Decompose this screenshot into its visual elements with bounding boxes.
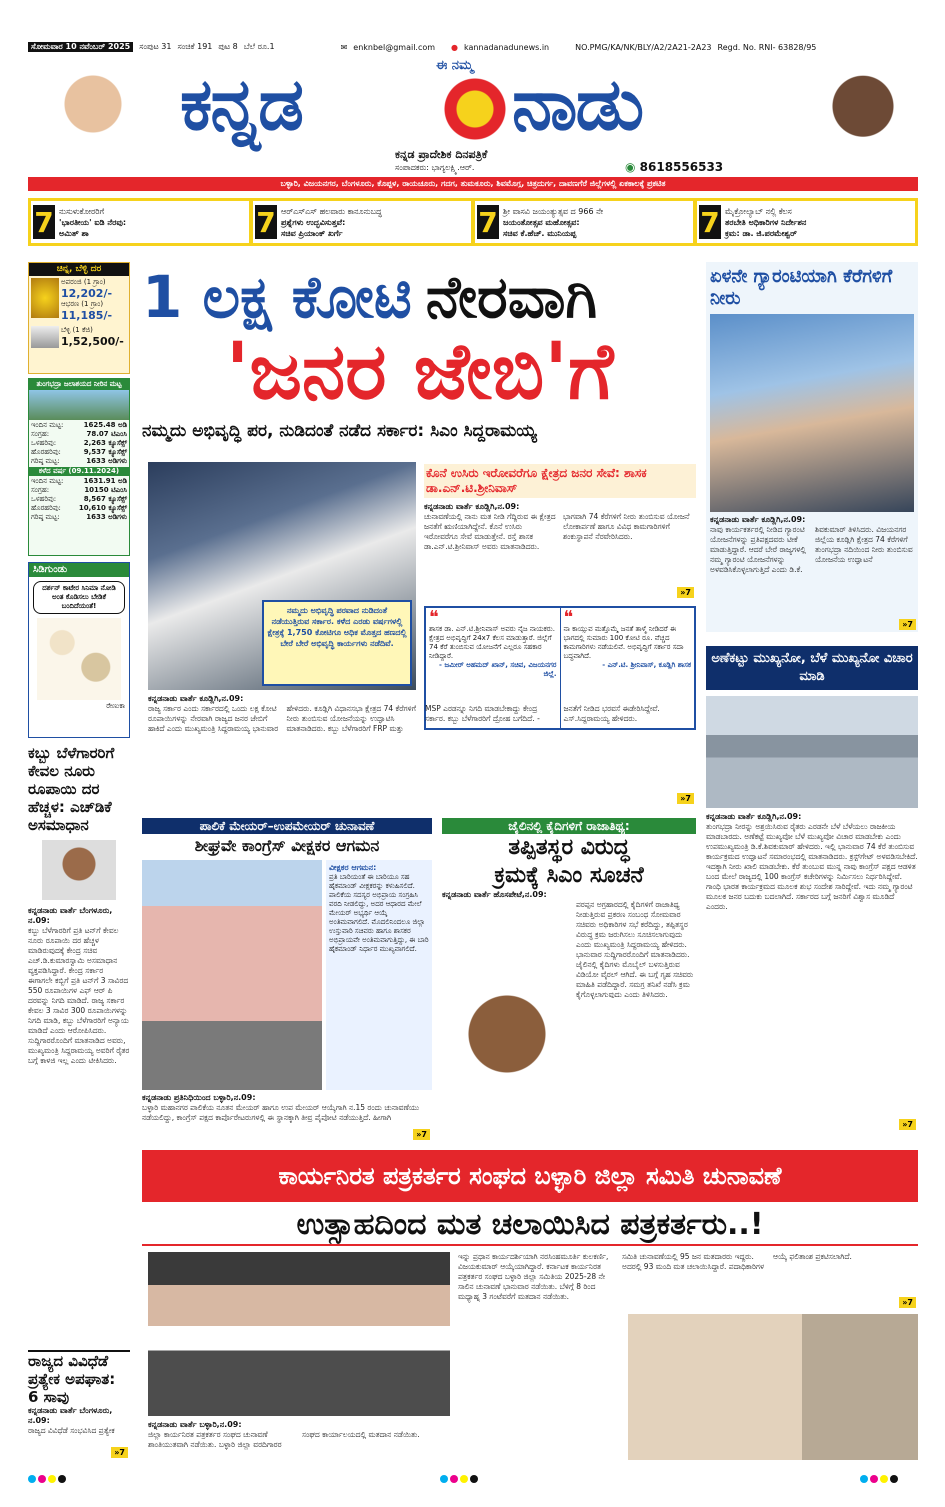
teaser-line: ಆರ್‌ಎಸ್‌ಎಸ್ ಹಲವಾರು ಕಾನೂನುಬದ್ಧ	[281, 206, 382, 216]
teaser-line: ಮೈಕ್ರೋಲ್ಯಾಬ್ ನಲ್ಲಿ ಕೆಲಸ	[725, 206, 792, 216]
teaser-item[interactable]	[253, 201, 471, 243]
phone[interactable]	[625, 160, 745, 174]
mayor-side-title: ವೀಕ್ಷಕರ ಆಗಮನ:	[329, 863, 377, 872]
left-story-body: ಕಬ್ಬು ಬೆಳೆಗಾರರಿಗೆ ಪ್ರತಿ ಟನ್‌ಗೆ ಕೇವಲ ನೂರು ರೂಪಾಯಿ ದರ ಹೆಚ್ಚಳ ಮಾಡಿರುವುದಕ್ಕೆ ಕೇಂದ್ರ ಸಚಿವ ಎಚ್.ಡಿ.ಕುಮಾರಸ್ವಾಮಿ ಅಸಮಾಧಾನ ವ್ಯಕ್ತಪಡಿಸಿದ್ದಾರೆ. ಕೇಂದ್ರ ಸರ್ಕಾರ ಈಗಾಗಲೇ ಕಬ್ಬಿಗೆ ಪ್ರತಿ ಟನ್‌ಗೆ 3 ಸಾವಿರದ 550 ರೂಪಾಯಿಗಳ ಎಫ್ ಆರ್ ಪಿ ದರವನ್ನು ನಿಗದಿ ಮಾಡಿದೆ. ರಾಜ್ಯ ಸರ್ಕಾರ ಕೇವಲ 3 ಸಾವಿರ 300 ರೂಪಾಯಿಗಳನ್ನು ನಿಗದಿ ಮಾಡಿ, ಕಬ್ಬು ಬೆಳೆಗಾರರಿಗೆ ಅನ್ಯಾಯ ಮಾಡಿದೆ ಎಂದು ಆರೋಪಿಸಿದರು. ಸುದ್ದಿಗಾರರೊಂದಿಗೆ ಮಾತನಾಡಿದ ಅವರು, ಮುಖ್ಯಮಂತ್ರಿ ಸಿದ್ದರಾಮಯ್ಯ ಅವರಿಗೆ ರೈತರ ಬಗ್ಗೆ ಕಾಳಜಿ ಇಲ್ಲ ಎಂದು ಟೀಕಿಸಿದರು.	[28, 926, 130, 1065]
lead-story	[148, 694, 696, 806]
dam-row-value: 1633 ಅಡಿಗಳು	[86, 457, 127, 465]
lead-headline	[142, 262, 697, 452]
quote-author: - ಜಮೀರ್ ಅಹಮದ್ ಖಾನ್, ಸಚಿವ, ವಿಜಯನಗರ ಜಿಲ್ಲೆ.	[439, 661, 557, 678]
election-title[interactable]: ಉತ್ಸಾಹದಿಂದ ಮತ ಚಲಾಯಿಸಿದ ಪತ್ರಕರ್ತರು..!	[142, 1204, 918, 1246]
teaser-line: 'ಭಾರತೀಯ' ಐಡಿ ನೆರವು:	[59, 217, 127, 227]
accident-story	[28, 1350, 130, 1460]
continued-icon[interactable]: »7	[899, 1119, 916, 1130]
cartoon-signature: ರೇಣುಕಾ	[106, 702, 125, 710]
mayor-kicker: ಪಾಲಿಕೆ ಮೇಯರ್–ಉಪಮೇಯರ್ ಚುನಾವಣೆ	[142, 818, 432, 834]
gold24-label: ಅಪರಂಜಿ (1 ಗ್ರಾಂ)	[61, 278, 106, 286]
issue: ಸಂಚಿಕೆ 191	[177, 42, 213, 51]
reg-number-2: Regd. No. RNI- 63828/95	[717, 42, 817, 52]
phone-number: 8618556533	[639, 160, 724, 174]
gold-title: ಚಿನ್ನ, ಬೆಳ್ಳಿ ದರ	[29, 263, 129, 276]
website[interactable]: kannadanadunews.in	[464, 42, 550, 52]
dam-story-byline: ಕನ್ನಡನಾಡು ವಾರ್ತೆ ಕೂಡ್ಲಿಗಿ,ನ.09:	[706, 812, 802, 821]
teaser-line: ಸಚಿವ ಪ್ರಿಯಾಂಕ್ ಖರ್ಗೆ	[281, 228, 343, 238]
story-mla-byline: ಕನ್ನಡನಾಡು ವಾರ್ತೆ ಕೂಡ್ಲಿಗಿ,ನ.09:	[424, 502, 520, 511]
guarantee-title[interactable]: ಏಳನೇ ಗ್ಯಾರಂಟಿಯಾಗಿ ಕೆರೆಗಳಿಗೆ ನೀರು	[710, 266, 893, 309]
teaser-line: ಅಮಿತ್ ಶಾ	[59, 228, 89, 238]
dam-row-value: 1631.91 ಅಡಿ	[83, 477, 127, 485]
story-mla-title[interactable]: ಕೊನೆ ಉಸಿರು ಇರೋವರೆಗೂ ಕ್ಷೇತ್ರದ ಜನರ ಸೇವೆ: ಶಾಸಕ ಡಾ.ಎನ್.ಟಿ.ಶ್ರೀನಿವಾಸ್	[424, 464, 696, 498]
lead-story-byline: ಕನ್ನಡನಾಡು ವಾರ್ತೆ ಕೂಡ್ಲಿಗಿ,ನ.09:	[148, 694, 244, 703]
dam-row-value: 1633 ಅಡಿಗಳು	[86, 513, 127, 521]
price: ಬೆಲೆ ರೂ.1	[243, 42, 275, 51]
headline-part-1: 1 ಲಕ್ಷ ಕೋಟಿ	[142, 263, 412, 331]
dam-row	[31, 486, 127, 495]
dam-row-label: ಸಂಗ್ರಹ:	[31, 430, 50, 438]
teaser-line: ಸಚಿವ ಕೆ.ಹೆಚ್. ಮುನಿಯಪ್ಪ	[503, 228, 577, 238]
dam-row-label: ಹೊರಹರಿವು:	[31, 448, 61, 456]
teaser-line: ತರಬೇತಿ ಅಧಿಕಾರಿಗಳ ನಿರ್ದೇಶನ	[725, 217, 807, 227]
dam-row-label: ಇಂದಿನ ಮಟ್ಟ:	[31, 421, 64, 429]
teaser-line: ಜಯಂತೋತ್ಸವ ಮಹೋತ್ಸವ:	[503, 217, 580, 227]
dam-title: ತುಂಗಭದ್ರಾ ಜಲಾಶಯದ ನೀರಿನ ಮಟ್ಟ	[29, 379, 129, 390]
color-registration-right	[860, 1468, 920, 1478]
dam-row	[31, 504, 127, 513]
pages: ಪುಟ 8	[218, 42, 238, 51]
dam-row	[31, 421, 127, 430]
email-icon: ✉	[340, 42, 348, 52]
continued-icon[interactable]: »7	[111, 1447, 128, 1458]
dam-story-title[interactable]: ಅಣೆಕಟ್ಟು ಮುಖ್ಯನೋ, ಬೆಳೆ ಮುಖ್ಯನೋ ವಿಚಾರ ಮಾಡಿ	[706, 646, 918, 690]
story-jail	[442, 818, 696, 1142]
headline-line-2: 'ಜನರ ಜೇಬಿ'ಗೆ	[225, 327, 614, 417]
dam-last-year: ಕಳೆದ ವರ್ಷ (09.11.2024)	[29, 467, 129, 476]
dam-row	[31, 439, 127, 448]
teaser-number: 7	[478, 205, 498, 239]
teaser-number: 7	[700, 205, 720, 239]
election-lead	[148, 1420, 450, 1460]
portrait-left	[28, 60, 158, 170]
mayor-byline: ಕನ್ನಡನಾಡು ಪ್ರತಿನಿಧಿಯಿಂದ ಬಳ್ಳಾರಿ,ನ.09:	[142, 1093, 256, 1102]
dam-row-value: 78.07 ಟಿಎಂಸಿ	[86, 430, 127, 438]
dam-row-label: ಹೊರಹರಿವು:	[31, 504, 61, 512]
silver-value: 1,52,500/-	[61, 335, 124, 348]
dam-row-label: ಒಳಹರಿವು:	[31, 495, 57, 503]
teaser-item[interactable]	[697, 201, 915, 243]
election-body-2: ಇನ್ನು ಪ್ರಧಾನ ಕಾರ್ಯದರ್ಶಿಯಾಗಿ ನರಸಿಂಹಮೂರ್ತಿ ಕುಲಕರ್ಣಿ, ವಿಜಯಕುಮಾರ್ ಆಯ್ಕೆಯಾಗಿದ್ದಾರೆ. ಕರ್ನಾಟಕ ಕಾರ್ಯನಿರತ ಪತ್ರಕರ್ತರ ಸಂಘದ ಬಳ್ಳಾರಿ ಜಿಲ್ಲಾ ಸಮಿತಿಯ 2025-28 ನೇ ಸಾಲಿನ ಚುನಾವಣೆ ಭಾನುವಾರ ನಡೆಯಿತು. ಬೆಳಿಗ್ಗೆ 8 ರಿಂದ ಮಧ್ಯಾಹ್ನ 3 ಗಂಟೆವರೆಗೆ ಮತದಾನ ನಡೆಯಿತು.	[458, 1252, 609, 1301]
mayor-side-body: ಪ್ರತಿ ಬಾರಿಯಂತೆ ಈ ಬಾರಿಯೂ ಸಹ ಹೈಕಮಾಂಡ್ ವೀಕ್ಷಕರನ್ನು ಕಳುಹಿಸಲಿದೆ. ಪಾಲಿಕೆಯ ಸದಸ್ಯರ ಅಭಿಪ್ರಾಯ ಸಂಗ್ರಹಿಸಿ ವರದಿ ನೀಡಲಿದ್ದು, ಅದರ ಆಧಾರದ ಮೇಲೆ ಮೇಯರ್ ಅಭ್ಯರ್ಥಿ ಆಯ್ಕೆ ಅಂತಿಮವಾಗಲಿದೆ. ಮೊದಲಿನಿಂದಲೂ ಜಿಲ್ಲಾ ಉಸ್ತುವಾರಿ ಸಚಿವರು ಹಾಗೂ ಶಾಸಕರ ಅಭಿಪ್ರಾಯವೇ ಅಂತಿಮವಾಗುತ್ತಿದ್ದು, ಈ ಬಾರಿ ಹೈಕಮಾಂಡ್ ನಿರ್ಧಾರ ಮುಖ್ಯವಾಗಲಿದೆ.	[329, 873, 429, 953]
jail-title-1[interactable]: ತಪ್ಪಿತಸ್ಥರ ವಿರುದ್ಧ	[508, 835, 630, 860]
election-photo-2	[628, 1314, 918, 1460]
quote-text: ಶಾಸಕ ಡಾ. ಎನ್.ಟಿ.ಶ್ರೀನಿವಾಸ್ ಅವರು ನೈಜ ನಾಯಕರು. ಕ್ಷೇತ್ರದ ಅಭಿವೃದ್ಧಿಗೆ 24x7 ಕೆಲಸ ಮಾಡುತ್ತಾರೆ. ಜಿಲ್ಲೆಗೆ 74 ಕೆರೆ ತುಂಬಿಸುವ ಯೋಜನೆಗೆ ಎಲ್ಲರೂ ಸಹಕಾರ ನೀಡಿದ್ದಾರೆ.	[429, 625, 555, 660]
dam-row	[31, 495, 127, 504]
continued-icon[interactable]: »7	[677, 793, 694, 804]
teaser-line: ನುಸುಳುಕೋರರಿಗೆ	[59, 206, 105, 216]
story-guarantee	[706, 262, 918, 632]
jail-title-2[interactable]: ಕ್ರಮಕ್ಕೆ ಸಿಎಂ ಸೂಚನೆ	[494, 863, 644, 888]
guarantee-photo	[710, 314, 914, 512]
quote-text: ನಾ ಕಾಯ್ಸುವ ಮತ್ತೊಮ್ಮೆ ಜನತೆ ತಾಳ್ಮೆ ನೀಡಿದರೆ ಈ ಭಾಗದಲ್ಲಿ ಸುಮಾರು 100 ಕೋಟಿ ರೂ. ವೆಚ್ಚದ ಕಾಮಗಾರಿಗಳು ನಡೆಯಲಿವೆ. ಅಭಿವೃದ್ಧಿಗೆ ಸರ್ಕಾರ ಸದಾ ಬದ್ಧವಾಗಿದೆ.	[563, 625, 684, 660]
teaser-line: ಶ್ರೀ ವಾಸವಿ ಜಯಂತ್ಯುತ್ಸವ ದ 966 ನೇ	[503, 206, 604, 216]
editor: ಸಂಪಾದಕರು: ಭಾಗ್ಯಲಕ್ಷ್ಮಿ.ಆರ್.	[395, 163, 475, 172]
masthead-emblem	[444, 78, 506, 140]
election-photo-1	[148, 1252, 450, 1416]
reg-number-1: NO.PMG/KA/NK/BLY/A2/2A21-2A23	[575, 42, 712, 52]
story-dam	[706, 646, 918, 1132]
cartoon-bubble: ದರ್ಶನ್ ಕಾಟೇರ ಸಿನಿಮಾ ನೋಡಿ ಅಂತ ಕೊಡಿಸಲು ಬೇಡಿಕೆ ಬಂದಿದೆಯಂತೆ!	[33, 581, 125, 614]
dam-story-body: ತುಂಗಭದ್ರಾ ನೀರನ್ನು ಅಶ್ರಯಿಸಿರುವ ರೈತರು ಎರಡನೇ ಬೆಳೆ ಬೆಳೆಯಲು ರಾಜಕೀಯ ಮಾಡಬಾರದು. ಅಣೆಕಟ್ಟೆ ಮುಖ್ಯವೋ ಬೆಳೆ ಮುಖ್ಯವೋ ವಿಚಾರ ಮಾಡಬೇಕು ಎಂದು ಉಪಮುಖ್ಯಮಂತ್ರಿ ಡಿ.ಕೆ.ಶಿವಕುಮಾರ್ ಹೇಳಿದರು. ಇಲ್ಲಿ ಭಾನುವಾರ 74 ಕೆರೆ ತುಂಬಿಸುವ ಕಾರ್ಯಕ್ರಮದ ಉದ್ಘಾಟನೆ ಸಮಾರಂಭದಲ್ಲಿ ಮಾತನಾಡಿದರು. ಕ್ರಸ್ಟ್‌ಗೇಟ್ ಅಳವಡಿಸಬೇಕಿದೆ. ಇದಕ್ಕಾಗಿ ನೀರು ಖಾಲಿ ಮಾಡಬೇಕು. ಕೆರೆ ತುಂಬುವ ಮುನ್ನ ನಾವು ಕಾಂಗ್ರೆಸ್ ಪಕ್ಷದ ಆಡಳಿತ ಬಂದ ಮೇಲೆ ರಾಜ್ಯದಲ್ಲಿ 100 ಕಾಂಗ್ರೆಸ್ ಕಚೇರಿಗಳನ್ನು ನಿರ್ಮಿಸಲು ನಿರ್ಧರಿಸಿದ್ದೇವೆ. ಗಾಂಧಿ ಭಾರತ ಕಾರ್ಯಕ್ರಮದ ಮೂಲಕ ಶುಭ ಸಂದೇಶ ಸಾರಿದ್ದೇವೆ. ಇದು ನಮ್ಮ ಗ್ಯಾರಂಟಿ ಮೂಲಕ ಜನರ ಬದುಕು ಬದಲಾಗಿದೆ. ಸರ್ಕಾರದ ಬಗ್ಗೆ ಜನರಿಗೆ ವಿಶ್ವಾಸ ಮೂಡಿದೆ ಎಂದರು.	[706, 822, 918, 911]
teaser-line: ಪ್ರಶ್ನೆಗಳು ಉದ್ಭವಿಸುತ್ತವೆ:	[281, 217, 346, 227]
election-byline: ಕನ್ನಡನಾಡು ವಾರ್ತೆ ಬಳ್ಳಾರಿ,ನ.09:	[148, 1420, 242, 1429]
quote-icon: ❝	[563, 607, 574, 628]
teaser-number: 7	[256, 205, 276, 239]
gold-rate-box	[28, 262, 130, 374]
guarantee-body: ನಾವು ಕಾರ್ಯಕರ್ತರಲ್ಲಿ ನೀಡಿದ ಗ್ಯಾರಂಟಿ ಯೋಜನೆಗಳನ್ನು ಪ್ರತಿಪಕ್ಷದವರು ಟೀಕೆ ಮಾಡುತ್ತಿದ್ದಾರೆ. ಆದರೆ ಬೇರೆ ರಾಜ್ಯಗಳಲ್ಲಿ ನಮ್ಮ ಗ್ಯಾರಂಟಿ ಯೋಜನೆಗಳನ್ನು ಅಳವಡಿಸಿಕೊಳ್ಳಲಾಗುತ್ತಿದೆ ಎಂದು ಡಿ.ಕೆ. ಶಿವಕುಮಾರ್ ತಿಳಿಸಿದರು. ವಿಜಯನಗರ ಜಿಲ್ಲೆಯ ಕೂಡ್ಲಿಗಿ ಕ್ಷೇತ್ರದ 74 ಕೆರೆಗಳಿಗೆ ತುಂಗಭದ್ರಾ ನದಿಯಿಂದ ನೀರು ತುಂಬಿಸುವ ಯೋಜನೆಯ ಉದ್ಘಾಟನೆ	[710, 525, 913, 574]
dam-row-label: ಗರಿಷ್ಠ ಮಟ್ಟ:	[31, 513, 60, 521]
accident-body: ರಾಜ್ಯದ ವಿವಿಧೆಡೆ ಸಂಭವಿಸಿದ ಪ್ರತ್ಯೇಕ	[28, 1426, 115, 1435]
dam-row	[31, 448, 127, 457]
cartoon-title: ಸಿಡಿಗುಂಡು	[29, 563, 129, 577]
lead-subheadline: ನಮ್ಮದು ಅಭಿವೃದ್ಧಿ ಪರ, ನುಡಿದಂತೆ ನಡೆದ ಸರ್ಕಾರ: ಸಿಎಂ ಸಿದ್ದರಾಮಯ್ಯ	[142, 421, 537, 441]
masthead-name-right: ನಾಡು	[512, 62, 643, 146]
dam-row	[31, 430, 127, 439]
teaser-line: ಕ್ರಮ: ಡಾ. ಜಿ.ಪರಮೇಶ್ವರ್	[725, 228, 797, 238]
continued-icon[interactable]: »7	[899, 619, 916, 630]
guarantee-byline: ಕನ್ನಡನಾಡು ವಾರ್ತೆ ಕೂಡ್ಲಿಗಿ,ನ.09:	[710, 515, 806, 524]
dam-row-value: 1625.48 ಅಡಿ	[83, 421, 127, 429]
cartoon-box	[28, 562, 130, 738]
teaser-strip	[28, 198, 918, 246]
headline-part-2: ನೇರವಾಗಿ	[425, 263, 598, 331]
portrait-right	[807, 60, 919, 170]
story-mayor	[142, 818, 432, 1142]
left-story	[28, 744, 130, 1344]
cartoon-drawing	[37, 618, 121, 700]
jail-byline: ಕನ್ನಡನಾಡು ವಾರ್ತೆ ಹೊಸಪೇಟೆ,ನ.09:	[442, 890, 547, 899]
accident-byline: ಕನ್ನಡನಾಡು ವಾರ್ತೆ ಬೆಂಗಳೂರು, ನ.09:	[28, 1406, 113, 1425]
election-body-3: ಸಮಿತಿ ಚುನಾವಣೆಯಲ್ಲಿ 95 ಜನ ಮತದಾರರು ಇದ್ದರು. ಅದರಲ್ಲಿ 93 ಮಂದಿ ಮತ ಚಲಾಯಿಸಿದ್ದಾರೆ. ಪದಾಧಿಕಾರಿಗಳ ಆಯ್ಕೆ ಫಲಿತಾಂಶ ಪ್ರಕಟಿಸಲಾಗಿದೆ.	[622, 1252, 852, 1271]
accident-title[interactable]: ರಾಜ್ಯದ ವಿವಿಧೆಡೆ ಪ್ರತ್ಯೇಕ ಅಪಘಾತ: 6 ಸಾವು	[28, 1352, 116, 1406]
election-body-1: ಜಿಲ್ಲಾ ಕಾರ್ಯನಿರತ ಪತ್ರಕರ್ತರ ಸಂಘದ ಚುನಾವಣೆ ಶಾಂತಿಯುತವಾಗಿ ನಡೆಯಿತು. ಬಳ್ಳಾರಿ ಜಿಲ್ಲಾ ವರದಿಗಾರರ ಸಂಘದ ಕಾರ್ಯಾಲಯದಲ್ಲಿ ಮತದಾನ ನಡೆಯಿತು.	[148, 1430, 420, 1449]
whatsapp-icon: ◉	[625, 160, 640, 174]
dam-row-label: ಇಂದಿನ ಮಟ್ಟ:	[31, 477, 64, 485]
continued-icon[interactable]: »7	[677, 587, 694, 598]
mayor-title[interactable]: ಶೀಘ್ರವೇ ಕಾಂಗ್ರೆಸ್ ವೀಕ್ಷಕರ ಆಗಮನ	[194, 836, 380, 855]
left-story-title[interactable]: ಕಬ್ಬು ಬೆಳೆಗಾರರಿಗೆ ಕೇವಲ ನೂರು ರೂಪಾಯಿ ದರ ಹೆಚ್ಚಳ: ಎಚ್‌ಡಿಕೆ ಅಸಮಾಧಾನ	[28, 744, 115, 834]
issue-date: ಸೋಮವಾರ 10 ನವೆಂಬರ್ 2025	[28, 42, 133, 52]
dam-row-label: ಸಂಗ್ರಹ:	[31, 486, 50, 494]
jail-photo	[442, 970, 572, 1130]
left-story-photo	[42, 840, 116, 900]
mayor-body: ಬಳ್ಳಾರಿ ಮಹಾನಗರ ಪಾಲಿಕೆಯ ನೂತನ ಮೇಯರ್ ಹಾಗೂ ಉಪ ಮೇಯರ್ ಆಯ್ಕೆಗಾಗಿ ನ.15 ರಂದು ಚುನಾವಣೆಯು ನಡೆಯಲಿದ್ದು, ಕಾಂಗ್ರೆಸ್ ಪಕ್ಷದ ಕಾರ್ಪೊರೇಟರುಗಳಲ್ಲಿ ಈ ಸ್ಥಾನಕ್ಕಾಗಿ ತೀವ್ರ ಪೈಪೋಟಿ ನಡೆಯುತ್ತಿದೆ. ಹೀಗಾಗಿ	[142, 1103, 420, 1122]
masthead-small: ಈ ನಮ್ಮ	[436, 58, 474, 73]
dam-row	[31, 513, 127, 522]
quote-author: - ಎನ್.ಟಿ. ಶ್ರೀನಿವಾಸ್, ಕೂಡ್ಲಿಗಿ ಶಾಸಕ	[602, 661, 691, 669]
dam-row-label: ಒಳಹರಿವು:	[31, 439, 57, 447]
silver-icon	[31, 326, 59, 348]
gold22-label: ಆಭರಣ (1 ಗ್ರಾಂ)	[61, 300, 104, 308]
continued-icon[interactable]: »7	[413, 1129, 430, 1140]
quote-icon: ❝	[429, 607, 439, 628]
election-kicker: ಕಾರ್ಯನಿರತ ಪತ್ರಕರ್ತರ ಸಂಘದ ಬಳ್ಳಾರಿ ಜಿಲ್ಲಾ ಸಮಿತಿ ಚುನಾವಣೆ	[142, 1150, 918, 1202]
top-bar	[28, 41, 918, 53]
left-story-byline: ಕನ್ನಡನಾಡು ವಾರ್ತೆ ಬೆಂಗಳೂರು, ನ.09:	[28, 906, 113, 925]
story-mla-body: ಚುನಾವಣೆಯಲ್ಲಿ ನಾನು ಮತ ನೀಡಿ ಗೆದ್ದಿರುವ ಈ ಕ್ಷೇತ್ರದ ಜನತೆಗೆ ಋಣಿಯಾಗಿದ್ದೇನೆ. ಕೊನೆ ಉಸಿರು ಇರೋವರೆಗೂ ಸೇವೆ ಮಾಡುತ್ತೇನೆ. ರಸ್ತೆ ಶಾಸಕ ಡಾ.ಎನ್.ಟಿ.ಶ್ರೀನಿವಾಸ್ ಅವರು ಮಾತನಾಡಿದರು. ಭಾಗವಾಗಿ 74 ಕೆರೆಗಳಿಗೆ ನೀರು ತುಂಬಿಸುವ ಯೋಜನೆ ಲೋಕಾರ್ಪಣೆ ಹಾಗೂ ವಿವಿಧ ಕಾಮಗಾರಿಗಳಿಗೆ ಶಂಕುಸ್ಥಾಪನೆ ನೆರವೇರಿಸಿದರು.	[424, 512, 690, 551]
teaser-item[interactable]	[31, 201, 249, 243]
continued-icon[interactable]: »7	[899, 1297, 916, 1308]
color-registration-center	[440, 1468, 500, 1478]
teaser-number: 7	[34, 205, 54, 239]
gold22-value: 11,185/-	[61, 309, 113, 322]
email[interactable]: enknbel@gmail.com	[353, 42, 436, 52]
dam-level-box	[28, 378, 130, 556]
dam-row-value: 8,567 ಕ್ಯೂಸೆಕ್ಸ್	[83, 495, 127, 503]
silver-label: ಬೆಳ್ಳಿ (1 ಕೆಜಿ)	[61, 326, 93, 334]
election-side	[622, 1252, 918, 1310]
jail-body: ಪರಪ್ಪನ ಅಗ್ರಹಾರದಲ್ಲಿ ಕೈದಿಗಳಿಗೆ ರಾಜಾತಿಥ್ಯ ನೀಡುತ್ತಿರುವ ಪ್ರಕರಣ ಸಂಬಂಧ ಸೋಮವಾರ ಸಚಿವರು ಅಧಿಕಾರಿಗಳ ಸಭೆ ಕರೆದಿದ್ದು, ತಪ್ಪಿತಸ್ಥರ ವಿರುದ್ಧ ಕ್ರಮ ಜರುಗಿಸಲು ಸೂಚಿಸಲಾಗುವುದು ಎಂದು ಮುಖ್ಯಮಂತ್ರಿ ಸಿದ್ದರಾಮಯ್ಯ ಹೇಳಿದರು. ಭಾನುವಾರ ಸುದ್ದಿಗಾರರೊಂದಿಗೆ ಮಾತನಾಡಿದರು. ಜೈಲಿನಲ್ಲಿ ಕೈದಿಗಳು ಮೊಬೈಲ್ ಬಳಸುತ್ತಿರುವ ವಿಡಿಯೋ ವೈರಲ್ ಆಗಿದೆ. ಈ ಬಗ್ಗೆ ಗೃಹ ಸಚಿವರು ಮಾಹಿತಿ ಪಡೆದಿದ್ದಾರೆ. ಸಮಗ್ರ ತನಿಖೆ ನಡೆಸಿ ಕ್ರಮ ಕೈಗೊಳ್ಳಲಾಗುವುದು ಎಂದು ತಿಳಿಸಿದರು.	[576, 900, 694, 999]
dam-row-value: 10,610 ಕ್ಯೂಸೆಕ್ಸ್	[78, 504, 127, 512]
web-icon: ●	[451, 42, 459, 52]
districts-strip: ಬಳ್ಳಾರಿ, ವಿಜಯನಗರ, ಬೆಂಗಳೂರು, ಕೊಪ್ಪಳ, ರಾಯಚೂರು, ಗದಗ, ತುಮಕೂರು, ಶಿವಮೊಗ್ಗ, ಚಿತ್ರದುರ್ಗ, ದಾವಣಗೆರೆ ಜಿಲ್ಲೆಗಳಲ್ಲಿ ಏಕಕಾಲಕ್ಕೆ ಪ್ರಕಟಿತ	[28, 177, 918, 191]
dam-row-label: ಗರಿಷ್ಠ ಮಟ್ಟ:	[31, 457, 60, 465]
lead-quote-box: ನಮ್ಮದು ಅಭಿವೃದ್ಧಿ ಪರವಾದ ನುಡಿದಂತೆ ನಡೆಯುತ್ತಿರುವ ಸರ್ಕಾರ. ಕಳೆದ ಎರಡು ವರ್ಷಗಳಲ್ಲಿ ಕ್ಷೇತ್ರಕ್ಕೆ 1,750 ಕೋಟಿಗೂ ಅಧಿಕ ಮೊತ್ತದ ಹಣದಲ್ಲಿ ಬೇರೆ ಬೇರೆ ಅಭಿವೃದ್ಧಿ ಕಾರ್ಯಗಳು ನಡೆದಿವೆ.	[262, 600, 412, 686]
mayor-photo	[142, 860, 322, 1090]
masthead-name-left: ಕನ್ನಡ	[180, 62, 303, 146]
gold-icon	[31, 278, 59, 318]
dam-row	[31, 477, 127, 486]
dam-row	[31, 457, 127, 466]
dam-row-value: 10150 ಟಿಎಂಸಿ	[84, 486, 127, 494]
jail-kicker: ಜೈಲಿನಲ್ಲಿ ಕೈದಿಗಳಿಗೆ ರಾಜಾತಿಥ್ಯ:	[442, 818, 696, 834]
gold24-value: 12,202/-	[61, 287, 113, 300]
volume: ಸಂಪುಟ 31	[139, 42, 172, 51]
dam-row-value: 9,537 ಕ್ಯೂಸೆಕ್ಸ್	[83, 448, 127, 456]
teaser-item[interactable]	[475, 201, 693, 243]
dam-story-photo	[706, 696, 918, 808]
lead-story-body: ರಾಜ್ಯ ಸರ್ಕಾರ ಎಂದು ಸರ್ಕಾರದಲ್ಲಿ ಒಂದು ಲಕ್ಷ ಕೋಟಿ ರೂಪಾಯಿಗಳನ್ನು ನೇರವಾಗಿ ರಾಜ್ಯದ ಜನರ ಜೇಬಿಗೆ ಹಾಕಿದೆ ಎಂದು ಮುಖ್ಯಮಂತ್ರಿ ಸಿದ್ದರಾಮಯ್ಯ ಭಾನುವಾರ ಹೇಳಿದರು. ಕೂಡ್ಲಿಗಿ ವಿಧಾನಸಭಾ ಕ್ಷೇತ್ರದ 74 ಕೆರೆಗಳಿಗೆ ನೀರು ತುಂಬಿಸುವ ಯೋಜನೆಯನ್ನು ಉದ್ಘಾಟಿಸಿ ಮಾತನಾಡಿದರು. ಕಬ್ಬು ಬೆಳೆಗಾರರಿಗೆ FRP ಮತ್ತು MSP ಎರಡನ್ನೂ ನಿಗದಿ ಮಾಡಬೇಕಾದ್ದು ಕೇಂದ್ರ ಸರ್ಕಾರ. ಕಬ್ಬು ಬೆಳೆಗಾರರಿಗೆ ದ್ರೋಹ ಬಗೆದಿದೆ. - ಜನತೆಗೆ ನೀಡಿದ ಭರವಸೆ ಈಡೇರಿಸಿದ್ದೇವೆ. ಎಸ್.ಸಿದ್ದರಾಮಯ್ಯ ಹೇಳಿದರು.	[148, 704, 660, 733]
color-registration-left	[28, 1468, 88, 1478]
dam-row-value: 2,263 ಕ್ಯೂಸೆಕ್ಸ್	[83, 439, 127, 447]
dam-photo	[29, 390, 129, 420]
tagline: ಕನ್ನಡ ಪ್ರಾದೇಶಿಕ ದಿನಪತ್ರಿಕೆ	[395, 148, 488, 161]
story-mla	[424, 464, 696, 600]
